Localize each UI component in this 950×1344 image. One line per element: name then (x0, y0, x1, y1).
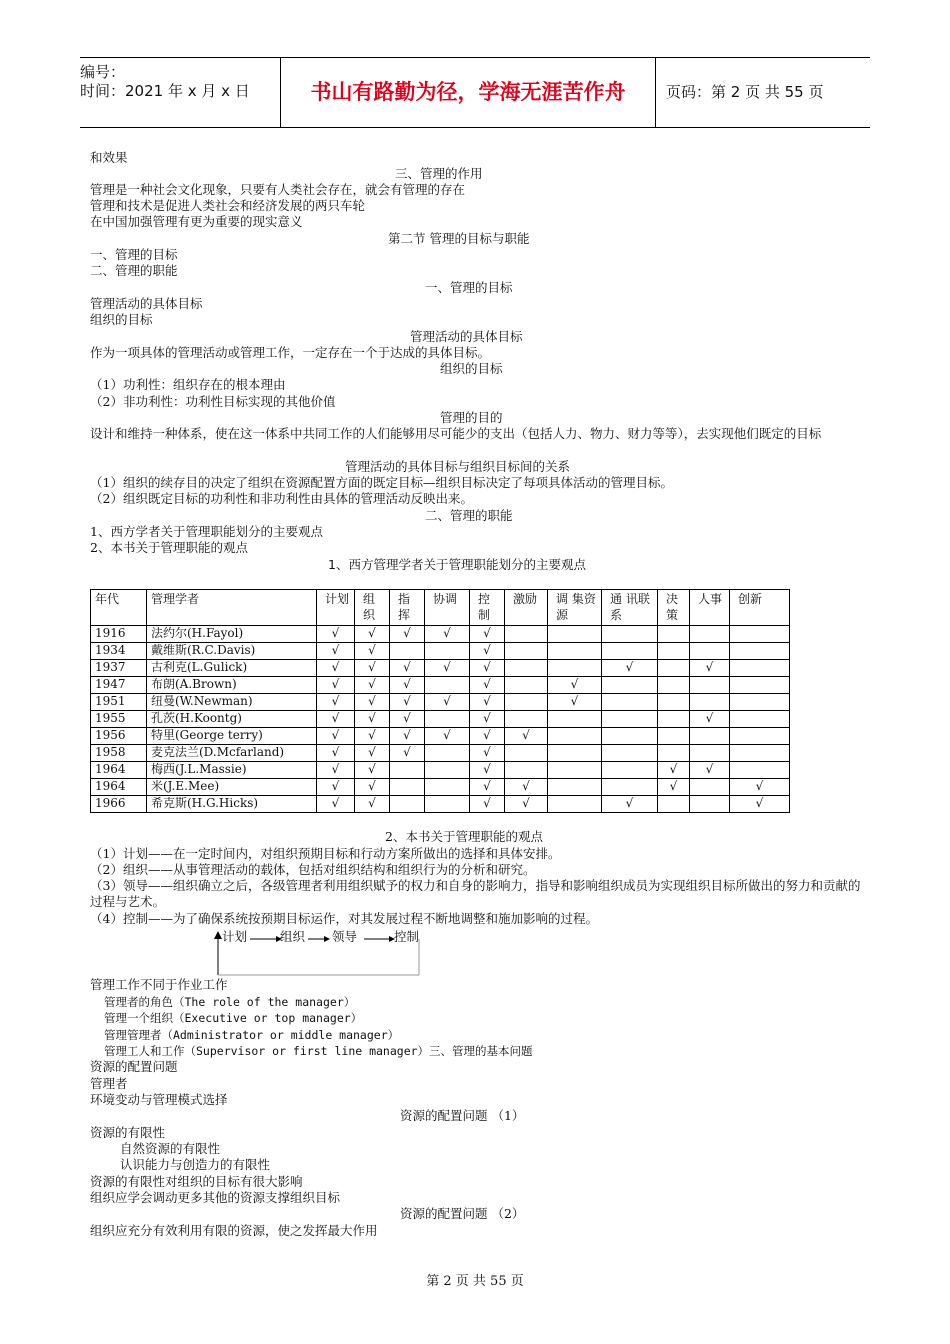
check-cell (548, 626, 602, 643)
check-cell: √ (470, 643, 505, 660)
check-cell: √ (690, 711, 730, 728)
check-cell: √ (355, 711, 390, 728)
check-cell (505, 643, 548, 660)
table-row (91, 745, 790, 762)
flow-step-control: 控制 (394, 929, 420, 944)
text-paragraph: （3）领导——组织确立之后，各级管理者利用组织赋予的权力和自身的影响力，指导和影响组织成员为实现组织目标所做出的努力和贡献的过程与艺术。 (90, 878, 861, 909)
check-cell: √ (730, 796, 790, 813)
text-line: 环境变动与管理模式选择 (90, 1092, 228, 1107)
table-row (91, 779, 790, 796)
text-line: （2）非功利性：功利性目标实现的其他价值 (90, 394, 336, 409)
year-cell: 1937 (91, 660, 147, 677)
table-row (91, 677, 790, 694)
table-row (91, 660, 790, 677)
check-cell (505, 694, 548, 711)
check-cell (690, 643, 730, 660)
table-header-cell: 管理学者 (147, 590, 317, 626)
management-functions-table (90, 589, 790, 813)
check-cell (548, 796, 602, 813)
text-line: 管理和技术是促进人类社会和经济发展的两只车轮 (90, 198, 366, 213)
flow-step-lead: 领导 (332, 929, 358, 944)
table-header-cell: 计划 (317, 590, 355, 626)
check-cell: √ (470, 728, 505, 745)
scholar-cell: 法约尔(H.Fayol) (147, 626, 317, 643)
check-cell (390, 762, 425, 779)
check-cell: √ (505, 728, 548, 745)
check-cell: √ (317, 762, 355, 779)
function-flow-diagram (214, 925, 424, 977)
check-cell: √ (602, 796, 658, 813)
year-cell: 1964 (91, 762, 147, 779)
text-line: 自然资源的有限性 (120, 1141, 221, 1156)
year-cell: 1955 (91, 711, 147, 728)
table-header-cell: 指挥 (390, 590, 425, 626)
check-cell (602, 643, 658, 660)
check-cell: √ (658, 762, 690, 779)
check-cell: √ (355, 728, 390, 745)
check-cell (505, 745, 548, 762)
text-line: 组织应充分有效利用有限的资源，使之发挥最大作用 (90, 1223, 378, 1238)
section-heading: 管理的目的 (440, 410, 503, 425)
check-cell: √ (355, 745, 390, 762)
check-cell: √ (355, 677, 390, 694)
check-cell (730, 694, 790, 711)
check-cell: √ (425, 660, 470, 677)
text-line: 管理工人和工作（Supervisor or first line manager）三、管理的基本问题 (104, 1044, 533, 1058)
text-line: 管理工作不同于作业工作 (90, 977, 228, 992)
section-heading: 管理活动的具体目标 (410, 329, 523, 344)
table-row (91, 626, 790, 643)
table-title: 1、西方管理学者关于管理职能划分的主要观点 (328, 557, 586, 572)
check-cell: √ (548, 694, 602, 711)
check-cell (425, 643, 470, 660)
text-line: 组织应学会调动更多其他的资源支撑组织目标 (90, 1190, 341, 1205)
check-cell (390, 779, 425, 796)
check-cell: √ (470, 796, 505, 813)
check-cell (690, 728, 730, 745)
check-cell: √ (658, 779, 690, 796)
check-cell: √ (390, 677, 425, 694)
text-line: 资源的配置问题 (90, 1059, 178, 1074)
check-cell (505, 711, 548, 728)
check-cell (505, 762, 548, 779)
check-cell (690, 677, 730, 694)
scholar-cell: 希克斯(H.G.Hicks) (147, 796, 317, 813)
check-cell: √ (355, 643, 390, 660)
section-heading: 第二节 管理的目标与职能 (388, 231, 530, 246)
check-cell: √ (425, 728, 470, 745)
section-heading: 管理活动的具体目标与组织目标间的关系 (345, 459, 571, 474)
text-line: 二、管理的职能 (90, 263, 178, 278)
text-line: 一、管理的目标 (90, 247, 178, 262)
flow-step-organize: 组织 (280, 929, 306, 944)
year-cell: 1966 (91, 796, 147, 813)
check-cell (425, 796, 470, 813)
check-cell (602, 626, 658, 643)
scholar-cell: 孔茨(H.Koontg) (147, 711, 317, 728)
text-line: （4）控制——为了确保系统按预期目标运作，对其发展过程不断地调整和施加影响的过程。 (90, 911, 598, 926)
check-cell (425, 762, 470, 779)
section-heading: 组织的目标 (440, 361, 503, 376)
flow-step-plan: 计划 (222, 929, 248, 944)
section-heading: 资源的配置问题 （2） (400, 1206, 525, 1221)
check-cell: √ (317, 660, 355, 677)
check-cell (658, 660, 690, 677)
check-cell: √ (317, 643, 355, 660)
text-line: 管理者 (90, 1076, 128, 1091)
table-row (91, 694, 790, 711)
check-cell (602, 677, 658, 694)
year-cell: 1916 (91, 626, 147, 643)
check-cell (505, 626, 548, 643)
check-cell (548, 779, 602, 796)
section-heading: 2、本书关于管理职能的观点 (385, 829, 543, 844)
check-cell: √ (425, 626, 470, 643)
check-cell: √ (390, 660, 425, 677)
scholar-cell: 梅西(J.L.Massie) (147, 762, 317, 779)
check-cell (548, 762, 602, 779)
check-cell: √ (390, 745, 425, 762)
text-line: 管理是一种社会文化现象，只要有人类社会存在，就会有管理的存在 (90, 182, 466, 197)
check-cell (390, 643, 425, 660)
table-header-cell: 通 讯联系 (602, 590, 658, 626)
table-header-cell: 调 集资源 (548, 590, 602, 626)
table-header-row (91, 590, 790, 626)
header-page-label: 页码：第 2 页 共 55 页 (666, 83, 824, 101)
check-cell (548, 745, 602, 762)
check-cell: √ (548, 677, 602, 694)
text-line: 资源的有限性 (90, 1125, 166, 1140)
text-line: 和效果 (90, 150, 128, 165)
check-cell (390, 796, 425, 813)
check-cell (602, 745, 658, 762)
check-cell: √ (390, 711, 425, 728)
text-line: 2、本书关于管理职能的观点 (90, 540, 248, 555)
check-cell (730, 711, 790, 728)
check-cell: √ (690, 762, 730, 779)
check-cell: √ (470, 779, 505, 796)
check-cell (602, 762, 658, 779)
year-cell: 1947 (91, 677, 147, 694)
table-header-cell: 控制 (470, 590, 505, 626)
check-cell: √ (317, 711, 355, 728)
scholar-cell: 纽曼(W.Newman) (147, 694, 317, 711)
section-heading: 一、管理的目标 (425, 280, 513, 295)
check-cell (602, 711, 658, 728)
check-cell (658, 626, 690, 643)
check-cell: √ (470, 762, 505, 779)
text-line: 管理活动的具体目标 (90, 296, 203, 311)
table-header-cell: 组织 (355, 590, 390, 626)
year-cell: 1958 (91, 745, 147, 762)
check-cell: √ (690, 660, 730, 677)
header-motto: 书山有路勤为径，学海无涯苦作舟 (280, 58, 656, 127)
text-line: 作为一项具体的管理活动或管理工作，一定存在一个于达成的具体目标。 (90, 345, 491, 360)
header-meta (80, 58, 280, 127)
check-cell (425, 677, 470, 694)
check-cell: √ (355, 779, 390, 796)
text-line: 1、西方学者关于管理职能划分的主要观点 (90, 524, 323, 539)
scholar-cell: 古利克(L.Gulick) (147, 660, 317, 677)
check-cell: √ (317, 779, 355, 796)
year-cell: 1964 (91, 779, 147, 796)
check-cell (602, 728, 658, 745)
check-cell: √ (470, 677, 505, 694)
check-cell (658, 694, 690, 711)
check-cell: √ (470, 660, 505, 677)
time-label: 时间：2021 年 x 月 x 日 (80, 82, 250, 100)
year-cell: 1934 (91, 643, 147, 660)
table-header-cell: 创新 (730, 590, 790, 626)
table-row (91, 796, 790, 813)
check-cell: √ (355, 694, 390, 711)
check-cell: √ (317, 694, 355, 711)
text-line: （1）计划——在一定时间内，对组织预期目标和行动方案所做出的选择和具体安排。 (90, 846, 561, 861)
table-row (91, 762, 790, 779)
scholar-cell: 布朗(A.Brown) (147, 677, 317, 694)
table-header-cell: 决策 (658, 590, 690, 626)
check-cell (505, 677, 548, 694)
check-cell (658, 796, 690, 813)
table-row (91, 643, 790, 660)
table-row (91, 728, 790, 745)
check-cell (690, 626, 730, 643)
text-line: 组织的目标 (90, 312, 153, 327)
right-arrow-icon (324, 936, 330, 942)
check-cell (690, 694, 730, 711)
scholar-cell: 麦克法兰(D.Mcfarland) (147, 745, 317, 762)
check-cell: √ (355, 796, 390, 813)
check-cell (658, 643, 690, 660)
table-header-cell: 年代 (91, 590, 147, 626)
check-cell: √ (470, 694, 505, 711)
check-cell: √ (470, 711, 505, 728)
text-line: 管理一个组织（Executive or top manager） (104, 1011, 363, 1025)
check-cell: √ (317, 626, 355, 643)
check-cell: √ (355, 660, 390, 677)
check-cell (690, 796, 730, 813)
check-cell (690, 779, 730, 796)
check-cell (548, 643, 602, 660)
table-header-cell: 协调 (425, 590, 470, 626)
check-cell: √ (425, 694, 470, 711)
check-cell (548, 660, 602, 677)
check-cell: √ (505, 779, 548, 796)
section-heading: 三、管理的作用 (395, 166, 483, 181)
check-cell: √ (470, 626, 505, 643)
text-paragraph: 设计和维持一种体系，使在这一体系中共同工作的人们能够用尽可能少的支出（包括人力、物力、财力等等），去实现他们既定的目标 (90, 426, 822, 441)
check-cell (690, 745, 730, 762)
check-cell: √ (390, 728, 425, 745)
check-cell: √ (317, 745, 355, 762)
text-line: （2）组织既定目标的功利性和非功利性由具体的管理活动反映出来。 (90, 491, 473, 506)
table-row (91, 711, 790, 728)
check-cell (730, 762, 790, 779)
check-cell: √ (390, 626, 425, 643)
check-cell (730, 626, 790, 643)
check-cell: √ (355, 626, 390, 643)
check-cell (730, 643, 790, 660)
number-label: 编号： (80, 63, 126, 81)
check-cell: √ (730, 779, 790, 796)
check-cell: √ (470, 745, 505, 762)
check-cell (658, 745, 690, 762)
check-cell (425, 745, 470, 762)
year-cell: 1956 (91, 728, 147, 745)
check-cell (730, 677, 790, 694)
page-footer: 第 2 页 共 55 页 (426, 1274, 524, 1289)
check-cell: √ (602, 660, 658, 677)
scholar-cell: 戴维斯(R.C.Davis) (147, 643, 317, 660)
page-header (80, 57, 870, 128)
text-line: 管理管理者（Administrator or middle manager） (104, 1028, 400, 1042)
section-heading: 二、管理的职能 (425, 508, 513, 523)
table-header-cell: 激励 (505, 590, 548, 626)
check-cell (548, 728, 602, 745)
up-arrow-icon (214, 931, 222, 939)
check-cell: √ (317, 728, 355, 745)
check-cell (425, 711, 470, 728)
check-cell: √ (390, 694, 425, 711)
text-line: 资源的有限性对组织的目标有很大影响 (90, 1174, 303, 1189)
check-cell (658, 728, 690, 745)
check-cell (602, 694, 658, 711)
check-cell (602, 779, 658, 796)
check-cell: √ (317, 796, 355, 813)
text-line: 管理者的角色（The role of the manager） (104, 995, 356, 1009)
text-line: （1）功利性：组织存在的根本理由 (90, 377, 286, 392)
text-line: 在中国加强管理有更为重要的现实意义 (90, 214, 303, 229)
check-cell (730, 660, 790, 677)
check-cell (730, 728, 790, 745)
scholar-cell: 米(J.E.Mee) (147, 779, 317, 796)
check-cell (505, 660, 548, 677)
text-line: 认识能力与创造力的有限性 (120, 1157, 271, 1172)
text-line: （2）组织——从事管理活动的载体，包括对组织结构和组织行为的分析和研究。 (90, 862, 536, 877)
check-cell (548, 711, 602, 728)
check-cell (730, 745, 790, 762)
text-line: （1）组织的续存目的决定了组织在资源配置方面的既定目标—组织目标决定了每项具体活动的管理目标。 (90, 475, 673, 490)
check-cell: √ (317, 677, 355, 694)
scholar-cell: 特里(George terry) (147, 728, 317, 745)
check-cell (425, 779, 470, 796)
table-header-cell: 人事 (690, 590, 730, 626)
check-cell: √ (355, 762, 390, 779)
check-cell: √ (505, 796, 548, 813)
year-cell: 1951 (91, 694, 147, 711)
check-cell (658, 711, 690, 728)
check-cell (658, 677, 690, 694)
section-heading: 资源的配置问题 （1） (400, 1108, 525, 1123)
